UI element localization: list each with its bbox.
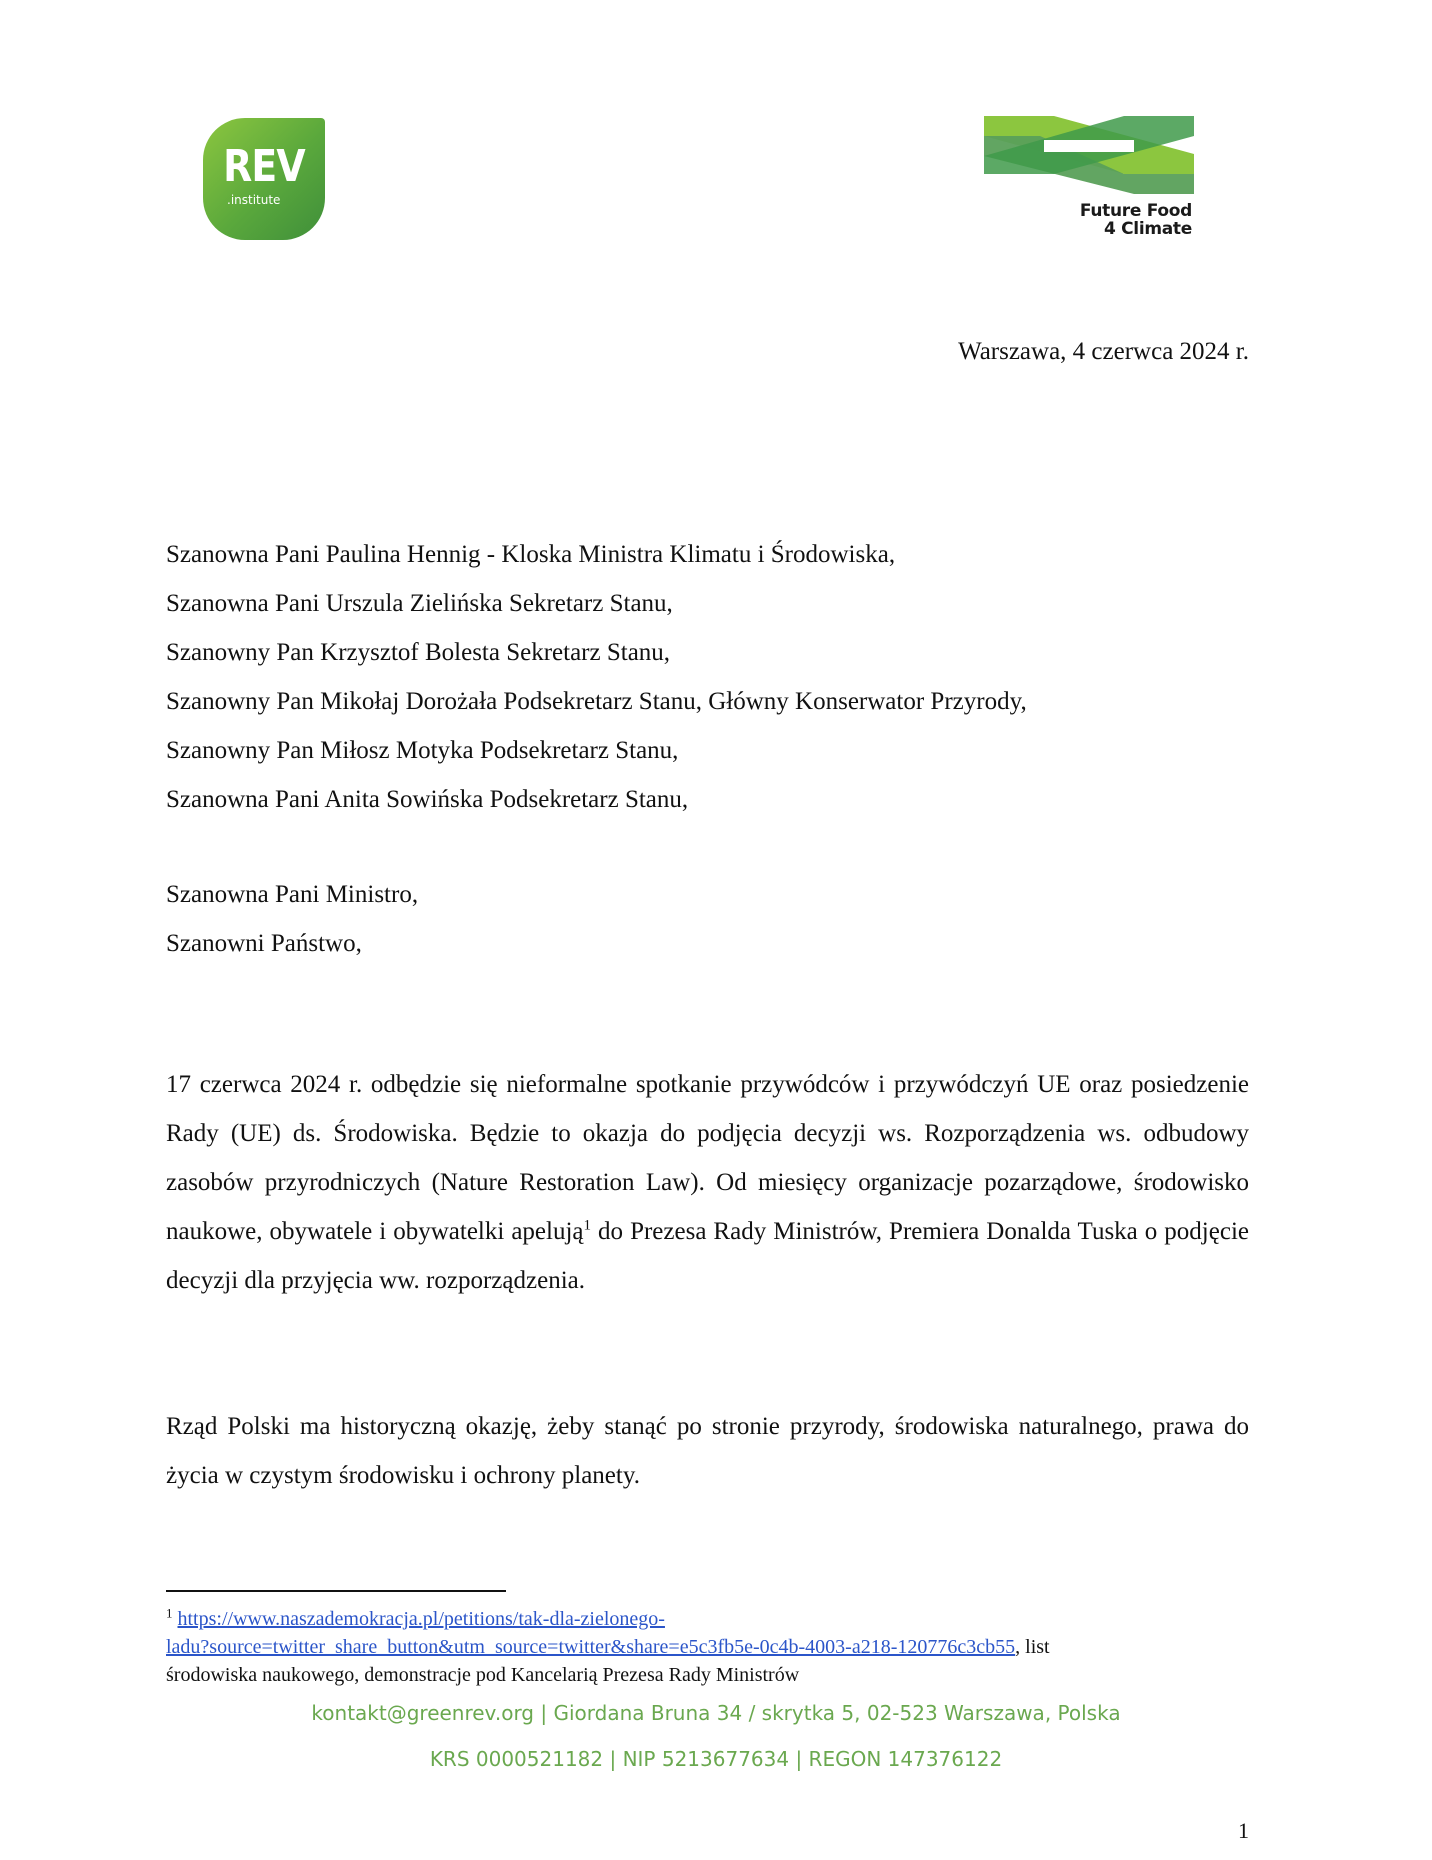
footnote-line	[166, 1633, 1266, 1661]
future-food-logo-line1: Future Food	[1079, 201, 1192, 221]
footnote-separator	[166, 1590, 506, 1592]
paragraph-text: 17 czerwca 2024 r. odbędzie się nieformalne spotkanie przywódców i przywódczyń UE oraz posiedzenie Rady (UE) ds. Środowiska. Będzie to okazja do podjęcia decyzji ws. Rozporządzenia ws. odbudowy zasobów przyrodniczych (Nature Restoration Law). Od miesięcy organizacje pozarządowe, środowisko naukowe, obywatele i obywatelki apelują	[166, 1071, 1249, 1245]
addressee-line: Szanowna Pani Urszula Zielińska Sekretarz Stanu,	[166, 590, 673, 617]
addressee-line: Szanowny Pan Mikołaj Dorożała Podsekretarz Stanu, Główny Konserwator Przyrody,	[166, 688, 1027, 715]
salutation-line: Szanowni Państwo,	[166, 930, 362, 957]
paragraph-text: do Prezesa Rady Ministrów, Premiera Donalda Tuska o podjęcie decyzji dla przyjęcia ww. rozporządzenia.	[166, 1218, 1249, 1294]
rev-logo-text: REV	[223, 141, 305, 192]
body-paragraph-1	[166, 1060, 1249, 1305]
salutation-line: Szanowna Pani Ministro,	[166, 881, 419, 908]
future-food-logo-text	[1080, 202, 1192, 238]
footnote-reference[interactable]: 1	[583, 1217, 592, 1234]
petition-link-part1[interactable]: https://www.naszademokracja.pl/petitions/tak-dla-zielonego-	[177, 1608, 665, 1630]
footer-contact-line: kontakt@greenrev.org | Giordana Bruna 34 / skrytka 5, 02-523 Warszawa, Polska	[311, 1701, 1121, 1725]
addressee-line: Szanowna Pani Anita Sowińska Podsekretarz Stanu,	[166, 786, 689, 813]
body-paragraph-2: Rząd Polski ma historyczną okazję, żeby stanąć po stronie przyrody, środowiska naturalnego, prawa do życia w czystym środowisku i ochrony planety.	[166, 1413, 1249, 1489]
future-food-emblem-icon	[984, 116, 1194, 202]
addressee-line: Szanowny Pan Krzysztof Bolesta Sekretarz Stanu,	[166, 639, 671, 666]
rev-logo-subtext: .institute	[227, 193, 281, 207]
footer-registry-line: KRS 0000521182 | NIP 5213677634 | REGON 147376122	[429, 1747, 1003, 1771]
salutation	[166, 870, 1266, 968]
addressee-line: Szanowny Pan Miłosz Motyka Podsekretarz Stanu,	[166, 737, 679, 764]
footnote-line	[166, 1605, 1266, 1633]
petition-link-part2[interactable]: ladu?source=twitter_share_button&utm_source=twitter&share=e5c3fb5e-0c4b-4003-a218-120776c3cb55	[166, 1636, 1016, 1658]
footnote	[166, 1605, 1266, 1689]
addressee-line: Szanowna Pani Paulina Hennig - Kloska Ministra Klimatu i Środowiska,	[166, 541, 896, 568]
letter-date: Warszawa, 4 czerwca 2024 r.	[958, 338, 1249, 365]
addressee-list	[166, 530, 1266, 824]
page-number: 1	[1238, 1818, 1249, 1843]
footnote-line: środowiska naukowego, demonstracje pod Kancelarią Prezesa Rady Ministrów	[166, 1664, 800, 1686]
rev-institute-logo	[203, 118, 325, 240]
footnote-text: , list	[1015, 1636, 1050, 1658]
future-food-logo-line2: 4 Climate	[1103, 219, 1192, 239]
future-food-4-climate-logo	[984, 116, 1194, 244]
footnote-mark: 1	[166, 1605, 173, 1621]
